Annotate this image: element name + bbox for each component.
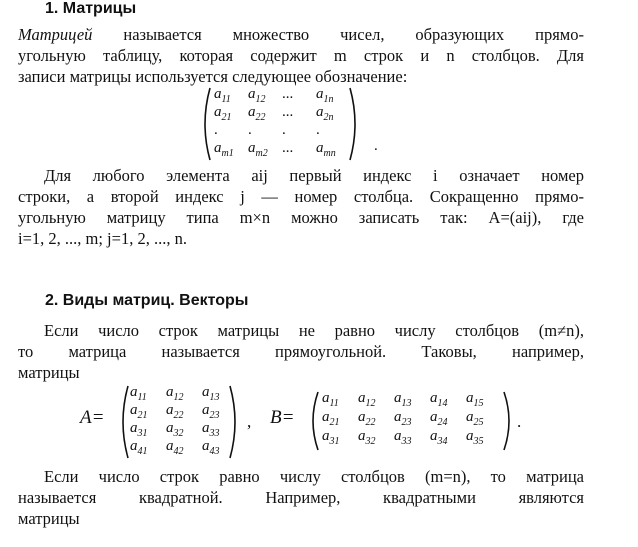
- right-paren-icon: [228, 384, 242, 460]
- matrix-cell: $a_{25}$: [466, 409, 484, 428]
- matrix-cell: $a_{22}$: [358, 409, 376, 428]
- matrix-cell: ...: [282, 86, 294, 102]
- section-1-paragraph-1: [18, 24, 584, 87]
- matrix-cell: .: [248, 122, 252, 138]
- paragraph-line: Для любого элемента aij первый индекс i означает номер: [44, 166, 584, 185]
- matrix-cell: $a_{21}$: [214, 104, 232, 123]
- matrix-cell: $a_{15}$: [466, 390, 484, 409]
- section-1-heading: 1. Матрицы: [45, 0, 137, 17]
- matrix-cell: $a_{11}$: [322, 390, 339, 409]
- matrix-cell: $a_{33}$: [202, 420, 220, 439]
- matrix-cell: .: [214, 122, 218, 138]
- matrix-cell: $a_{32}$: [166, 420, 184, 439]
- left-paren-icon: [116, 384, 130, 460]
- paragraph-line: то матрица называется прямоугольной. Таковы, например,: [18, 342, 584, 361]
- matrix-cell: $a_{22}$: [166, 402, 184, 421]
- paragraph-line: [18, 24, 584, 45]
- matrix-cell: $a_{35}$: [466, 428, 484, 447]
- paragraph-line: Если число строк равно числу столбцов (m=n), то матрица: [44, 467, 584, 486]
- matrix-cell: $a_{2n}$: [316, 104, 334, 123]
- line-text: называется множество чисел, образующих прямо-: [92, 25, 584, 44]
- section-1-paragraph-2: [18, 165, 584, 249]
- matrix-cell: $a_{23}$: [202, 402, 220, 421]
- left-paren-icon: [306, 390, 320, 452]
- paragraph-line: Если число строк матрицы не равно числу столбцов (m≠n),: [44, 321, 584, 340]
- left-paren-icon: [198, 86, 212, 162]
- matrix-cell: $a_{13}$: [202, 384, 220, 403]
- matrix-b: [306, 390, 516, 452]
- section-2-heading: 2. Виды матриц. Векторы: [45, 292, 249, 309]
- matrix-cell: .: [316, 122, 320, 138]
- paragraph-line: матрицы: [18, 363, 80, 382]
- matrix-cell: $a_{21}$: [130, 402, 148, 421]
- matrix-cell: $a_{33}$: [394, 428, 412, 447]
- matrix-period: .: [374, 138, 378, 154]
- matrix-cell: .: [282, 122, 286, 138]
- section-2-paragraph-2: [18, 466, 584, 529]
- paragraph-line: строки, а второй индекс j — номер столбца. Сокращенно прямо-: [18, 187, 584, 206]
- matrix-cell: $a_{mn}$: [316, 140, 336, 159]
- matrix-cell: $a_{34}$: [430, 428, 448, 447]
- right-paren-icon: [502, 390, 516, 452]
- matrix-b-label: B=: [270, 407, 295, 428]
- matrix-cell: ...: [282, 104, 294, 120]
- right-paren-icon: [348, 86, 362, 162]
- paragraph-line: матрицы: [18, 509, 80, 528]
- matrix-cell: $a_{42}$: [166, 438, 184, 457]
- matrix-cell: $a_{m1}$: [214, 140, 234, 159]
- paragraph-line: записи матрицы используется следующее обозначение:: [18, 67, 408, 86]
- general-matrix: [198, 86, 388, 162]
- matrix-cell: $a_{43}$: [202, 438, 220, 457]
- matrix-cell: $a_{21}$: [322, 409, 340, 428]
- section-2-paragraph-1: [18, 320, 584, 383]
- matrix-a: [116, 384, 246, 460]
- matrix-comma: ,: [247, 412, 252, 431]
- term-matrix: Матрицей: [18, 25, 93, 44]
- matrix-cell: $a_{14}$: [430, 390, 448, 409]
- paragraph-line: угольную матрицу типа m×n можно записать так: A=(aij), где: [18, 208, 584, 227]
- matrix-a-label: A=: [80, 407, 105, 428]
- matrix-cell: $a_{m2}$: [248, 140, 268, 159]
- matrix-cell: $a_{12}$: [248, 86, 266, 105]
- matrix-cell: $a_{12}$: [358, 390, 376, 409]
- matrix-cell: $a_{31}$: [130, 420, 148, 439]
- paragraph-line: угольную таблицу, которая содержит m строк и n столбцов. Для: [18, 46, 584, 65]
- matrix-cell: $a_{23}$: [394, 409, 412, 428]
- matrix-cell: $a_{11}$: [214, 86, 231, 105]
- matrix-cell: $a_{12}$: [166, 384, 184, 403]
- matrix-cell: $a_{1n}$: [316, 86, 334, 105]
- paragraph-line: называется квадратной. Например, квадратными являются: [18, 488, 584, 507]
- matrix-cell: $a_{31}$: [322, 428, 340, 447]
- matrix-cell: $a_{24}$: [430, 409, 448, 428]
- matrix-cell: ...: [282, 140, 294, 156]
- matrix-cell: $a_{13}$: [394, 390, 412, 409]
- matrix-cell: $a_{32}$: [358, 428, 376, 447]
- matrix-cell: $a_{22}$: [248, 104, 266, 123]
- matrix-cell: $a_{11}$: [130, 384, 147, 403]
- paragraph-line: i=1, 2, ..., m; j=1, 2, ..., n.: [18, 229, 187, 248]
- matrix-period: .: [517, 412, 522, 431]
- matrix-cell: $a_{41}$: [130, 438, 148, 457]
